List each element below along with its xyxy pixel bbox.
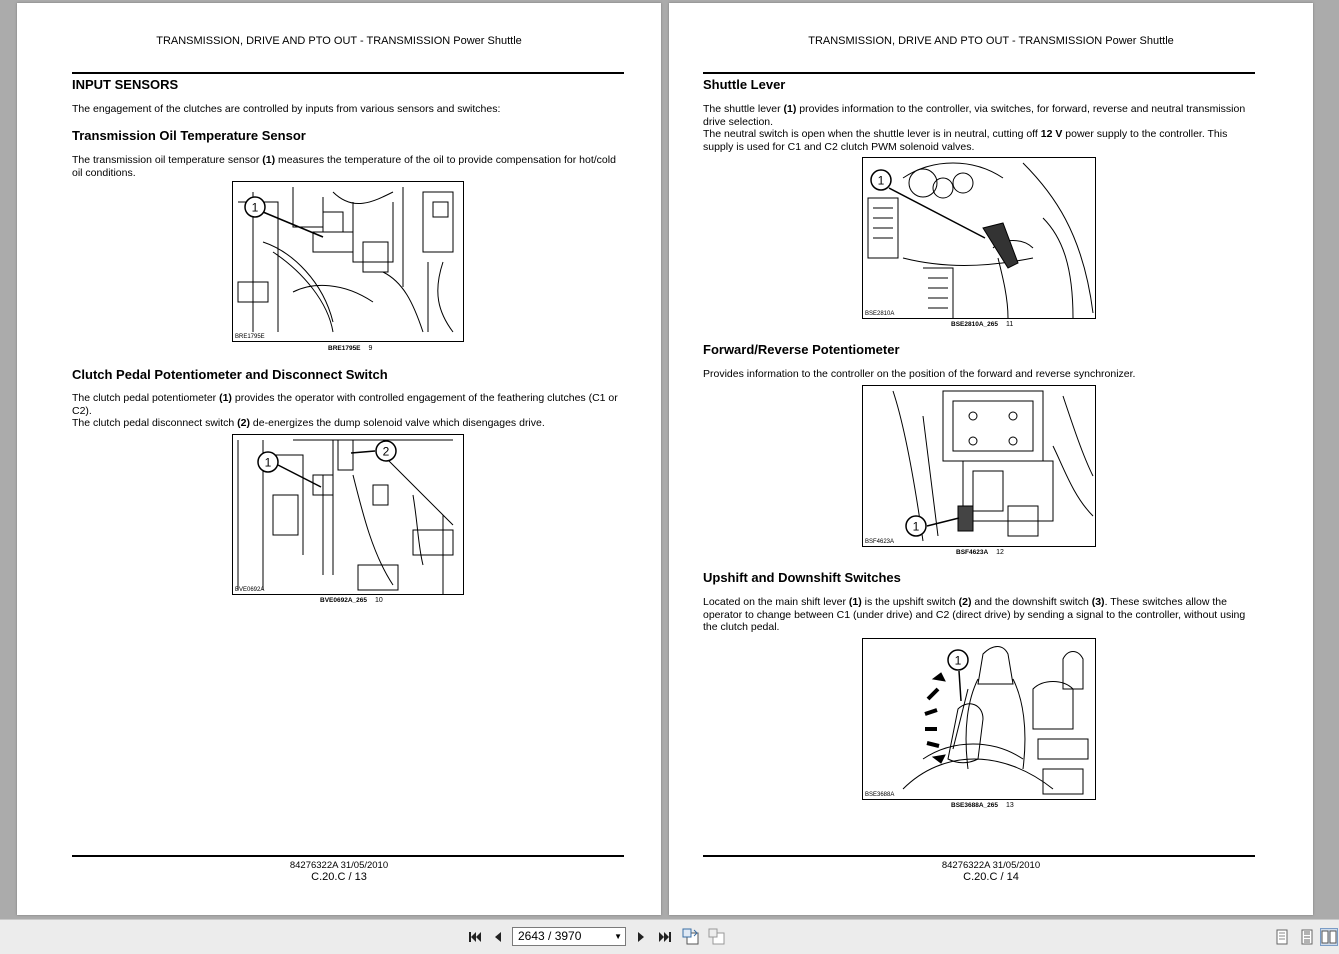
- footer-page-number: C.20.C / 13: [311, 871, 367, 883]
- fwd-rev-potentiometer-illustration: [863, 386, 1095, 546]
- footer-page-number: C.20.C / 14: [963, 871, 1019, 883]
- callout-2: 2: [382, 444, 390, 459]
- figure-clutch-pedal: [232, 434, 464, 595]
- intro-paragraph: The engagement of the clutches are controlled by inputs from various sensors and switches:: [72, 103, 501, 115]
- page-header: TRANSMISSION, DRIVE AND PTO OUT - TRANSMISSION Power Shuttle: [808, 35, 1174, 47]
- header-rule: [703, 72, 1255, 74]
- fit-icon[interactable]: [708, 928, 726, 946]
- figure-shuttle-lever: [862, 157, 1096, 319]
- clutch-pedal-text: The clutch pedal potentiometer (1) provides the operator with controlled engagement of the feathering clutches (C1 or C2). The clutch pedal disconnect switch (2) de-energizes the dump solenoid valve which disengages drive.: [72, 392, 618, 429]
- oil-temp-sensor-illustration: [233, 182, 463, 341]
- callout-1: 1: [912, 519, 920, 534]
- figure-caption: BSE2810A_265 11: [951, 321, 1014, 328]
- callout-1: 1: [954, 653, 962, 668]
- two-page-icon[interactable]: [1320, 928, 1338, 946]
- section-title: INPUT SENSORS: [72, 77, 179, 92]
- figure-id: BVE0692A: [235, 587, 265, 593]
- document-page-left: [17, 3, 661, 915]
- viewer-toolbar: [0, 919, 1339, 954]
- page-header: TRANSMISSION, DRIVE AND PTO OUT - TRANSMISSION Power Shuttle: [156, 35, 522, 47]
- callout-1: 1: [251, 200, 259, 215]
- single-page-icon[interactable]: [1273, 928, 1291, 946]
- figure-caption: BVE0692A_265 10: [320, 597, 383, 604]
- next-page-icon[interactable]: [632, 928, 650, 946]
- callout-1: 1: [264, 455, 272, 470]
- shuttle-lever-title: Shuttle Lever: [703, 77, 786, 92]
- last-page-icon[interactable]: [656, 928, 674, 946]
- header-rule: [72, 72, 624, 74]
- footer-rule: [703, 855, 1255, 857]
- shuttle-lever-illustration: [863, 158, 1095, 318]
- oil-temp-sensor-title: Transmission Oil Temperature Sensor: [72, 128, 306, 143]
- figure-caption: BSE3688A_265 13: [951, 802, 1014, 809]
- oil-temp-sensor-text: The transmission oil temperature sensor (1) measures the temperature of the oil to provide compensation for hot/cold oil conditions.: [72, 154, 616, 179]
- document-page-right: [669, 3, 1313, 915]
- figure-id: BSE3688A: [865, 792, 895, 798]
- figure-oil-temp-sensor: [232, 181, 464, 342]
- upshift-downshift-illustration: [863, 639, 1095, 799]
- prev-page-icon[interactable]: [489, 928, 507, 946]
- upshift-downshift-text: Located on the main shift lever (1) is the upshift switch (2) and the downshift switch (3). These switches allow the operator to change between C1 (under drive) and C2 (direct drive) by sending a signal to the controller, without using the clutch pedal.: [703, 596, 1246, 633]
- figure-caption: BRE1795E 9: [328, 345, 373, 352]
- clutch-pedal-title: Clutch Pedal Potentiometer and Disconnect Switch: [72, 367, 388, 382]
- continuous-icon[interactable]: [1298, 928, 1316, 946]
- upshift-downshift-title: Upshift and Downshift Switches: [703, 570, 901, 585]
- chevron-down-icon[interactable]: ▼: [614, 932, 622, 941]
- figure-caption: BSF4623A 12: [956, 549, 1004, 556]
- figure-fwd-rev-potentiometer: [862, 385, 1096, 547]
- rotate-icon[interactable]: [682, 928, 700, 946]
- page-number-field[interactable]: 2643 / 3970 ▼: [512, 927, 626, 946]
- figure-id: BSE2810A: [865, 311, 895, 317]
- figure-id: BSF4623A: [865, 539, 895, 545]
- figure-upshift-downshift: [862, 638, 1096, 800]
- first-page-icon[interactable]: [466, 928, 484, 946]
- footer-code: 84276322A 31/05/2010: [941, 860, 1041, 871]
- shuttle-lever-text: The shuttle lever (1) provides information to the controller, via switches, for forward, reverse and neutral transmission drive selection. The neutral switch is open when the shuttle lever is in neutral, cutting off 12 V power supply to the controller. This supply is used for C1 and C2 clutch PWM solenoid valves.: [703, 103, 1246, 153]
- footer-rule: [72, 855, 624, 857]
- callout-1: 1: [877, 173, 885, 188]
- fwd-rev-potentiometer-title: Forward/Reverse Potentiometer: [703, 342, 900, 357]
- footer-code: 84276322A 31/05/2010: [289, 860, 389, 871]
- fwd-rev-potentiometer-text: Provides information to the controller on the position of the forward and reverse synchronizer.: [703, 368, 1136, 380]
- clutch-pedal-illustration: [233, 435, 463, 594]
- figure-id: BRE1795E: [235, 334, 265, 340]
